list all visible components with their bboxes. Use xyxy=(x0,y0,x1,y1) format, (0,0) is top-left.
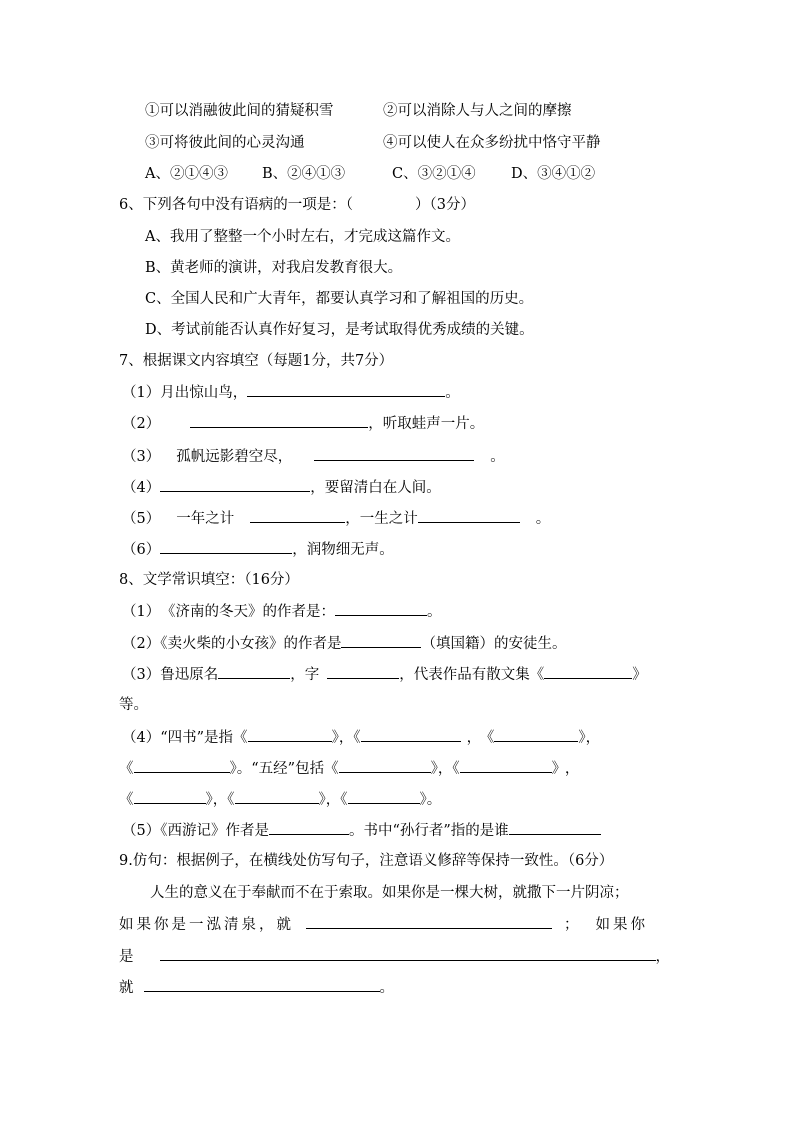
q8-classic-4-open: 《 xyxy=(227,792,235,808)
q8-item-3-text-a: （3）鲁迅原名 xyxy=(122,667,219,683)
q8-item-3 xyxy=(122,664,647,685)
q9-line-2-text-b: 如果你 xyxy=(595,917,648,933)
q8-classic-1-close: 》 xyxy=(430,761,438,777)
q7-item-3 xyxy=(122,446,505,467)
q9-line-4 xyxy=(119,977,394,998)
q7-item-6-blank[interactable] xyxy=(160,539,292,554)
q9-line-3-text: 是 xyxy=(119,949,134,965)
q8-sep-7: ， xyxy=(325,792,341,808)
q8-book-3-close: 》 xyxy=(578,730,586,746)
q8-sep-3: ， xyxy=(585,730,601,746)
q7-item-1-text: （1）月出惊山鸟， xyxy=(122,385,248,401)
q7-stem: 7、根据课文内容填空（每题1分，共7分） xyxy=(119,353,394,369)
q8-book-1-close: 》 xyxy=(331,730,339,746)
q5-option-4: ④可以使人在众多纷扰中恪守平静 xyxy=(383,135,601,151)
q9-blank-1[interactable] xyxy=(306,914,552,929)
q9-line-3 xyxy=(119,946,670,967)
q8-item-5 xyxy=(122,820,601,841)
q5-choice-a: A、②①④③ xyxy=(145,166,228,182)
q8-classic-4-blank[interactable] xyxy=(235,789,319,804)
q9-blank-3[interactable] xyxy=(144,977,380,992)
q5-choice-d: D、③④①② xyxy=(511,166,596,182)
q8-item-4-period: 。 xyxy=(426,792,442,808)
q8-item-4-cont-2 xyxy=(119,789,441,810)
q8-item-2-blank[interactable] xyxy=(341,633,421,648)
q8-item-3-blank-3[interactable] xyxy=(544,664,632,679)
q7-item-4-blank[interactable] xyxy=(160,477,310,492)
q9-line-3-comma: ， xyxy=(655,949,670,965)
q7-item-6-text: ，润物细无声。 xyxy=(292,542,394,558)
q8-book-3-open: 《 xyxy=(487,730,495,746)
q7-item-3-end: 。 xyxy=(490,449,505,465)
q8-item-1-num: （1） xyxy=(122,604,161,620)
q7-item-2 xyxy=(122,413,484,434)
q8-classic-2-blank[interactable] xyxy=(460,758,552,773)
q5-choice-b: B、②④①③ xyxy=(262,166,346,182)
q8-book-3-blank[interactable] xyxy=(494,727,578,742)
q6-stem xyxy=(119,195,475,215)
q5-choice-c: C、③②①④ xyxy=(392,166,476,182)
q8-item-1-blank[interactable] xyxy=(335,601,427,616)
q7-item-5-blank-2[interactable] xyxy=(418,508,520,523)
q9-line-2-semicolon: ； xyxy=(564,917,582,933)
q7-item-4 xyxy=(122,477,441,498)
q8-book-1-blank[interactable] xyxy=(248,727,332,742)
q7-item-5-end: 。 xyxy=(535,511,551,527)
q8-item-3-blank-1[interactable] xyxy=(218,664,290,679)
q7-item-5-text-a: 一年之计 xyxy=(176,511,235,527)
q8-item-3-text-c: ，代表作品有散文集《 xyxy=(399,667,545,683)
q6-option-d: D、考试前能否认真作好复习，是考试取得优秀成绩的关键。 xyxy=(145,322,534,338)
q5-option-3: ③可将彼此间的心灵沟通 xyxy=(145,135,305,151)
q7-item-4-text: ，要留清白在人间。 xyxy=(310,480,441,496)
q8-item-1 xyxy=(122,601,441,622)
q7-item-2-blank[interactable] xyxy=(190,413,368,428)
q8-sep-4: ， xyxy=(437,761,453,777)
q5-option-1: ①可以消融彼此间的猜疑积雪 xyxy=(145,103,334,119)
q8-item-1-text: 《济南的冬天》的作者是： xyxy=(168,604,335,620)
q8-item-3-blank-2[interactable] xyxy=(327,664,399,679)
q9-line-4-period: 。 xyxy=(379,980,394,996)
q7-item-2-text: ，听取蛙声一片。 xyxy=(368,416,485,432)
q7-item-3-text: 孤帆远影碧空尽， xyxy=(176,449,293,465)
q6-stem-start: 6、下列各句中没有语病的一项是：（ xyxy=(119,197,353,213)
q7-item-3-blank[interactable] xyxy=(314,446,474,461)
q8-book-4-open: 《 xyxy=(119,761,134,777)
q8-classic-2-close: 》 xyxy=(551,761,559,777)
q8-item-4 xyxy=(122,727,600,748)
q8-item-5-text-b: 。书中“孙行者”指的是谁 xyxy=(348,823,509,839)
q8-classic-3-open: 《 xyxy=(119,792,134,808)
q9-line-4-text: 就 xyxy=(119,980,134,996)
q8-classic-3-blank[interactable] xyxy=(134,789,206,804)
q7-item-5-text-b: ，一生之计 xyxy=(345,511,418,527)
q6-option-b: B、黄老师的演讲，对我启发教育很大。 xyxy=(145,260,403,276)
q8-item-3-text-b: ，字 xyxy=(290,667,320,683)
q8-classic-1-blank[interactable] xyxy=(339,758,431,773)
q8-classic-5-close: 》 xyxy=(419,792,427,808)
q7-item-2-num: （2） xyxy=(122,416,161,432)
q8-classic-5-blank[interactable] xyxy=(348,789,420,804)
q8-classic-4-close: 》 xyxy=(318,792,326,808)
q6-option-a: A、我用了整整一个小时左右，才完成这篇作文。 xyxy=(145,229,460,245)
q7-item-1-blank[interactable] xyxy=(247,382,445,397)
q7-item-1-end: 。 xyxy=(445,385,460,401)
q5-option-2: ②可以消除人与人之间的摩擦 xyxy=(383,103,572,119)
q8-classic-5-open: 《 xyxy=(340,792,348,808)
q8-book-2-open: 《 xyxy=(353,730,361,746)
q7-item-5 xyxy=(122,508,550,529)
q8-sep-6: ， xyxy=(212,792,228,808)
q8-classic-3-close: 》 xyxy=(205,792,213,808)
q8-stem: 8、文学常识填空：（16分） xyxy=(119,572,299,588)
q6-stem-end: ）（3分） xyxy=(414,197,475,213)
q8-sep-1: ， xyxy=(338,730,354,746)
q8-item-2-end: （填国籍）的安徒生。 xyxy=(421,636,567,652)
q6-option-c: C、全国人民和广大青年，都要认真学习和了解祖国的历史。 xyxy=(145,291,534,307)
q8-item-3-cont: 等。 xyxy=(119,697,148,713)
q7-item-6-num: （6） xyxy=(122,542,161,558)
q7-item-4-num: （4） xyxy=(122,480,161,496)
q7-item-6 xyxy=(122,539,394,560)
q9-line-2 xyxy=(119,914,648,935)
q7-item-3-num: （3） xyxy=(122,449,161,465)
q8-item-1-end: 。 xyxy=(426,604,442,620)
q8-book-4-blank[interactable] xyxy=(134,758,230,773)
q7-item-5-num: （5） xyxy=(122,511,161,527)
q7-item-1 xyxy=(122,382,460,403)
q8-item-5-blank-2[interactable] xyxy=(509,820,601,835)
q8-item-5-blank-1[interactable] xyxy=(269,820,349,835)
q8-sep-5: ， xyxy=(564,761,580,777)
q8-item-5-text-a: （5）《西游记》作者是 xyxy=(122,823,269,839)
q8-item-2-text: （2）《卖火柴的小女孩》的作者是 xyxy=(122,636,342,652)
q9-blank-2[interactable] xyxy=(160,946,656,961)
q8-item-4-text: （4）“四书”是指《 xyxy=(122,730,248,746)
q8-item-4-cont xyxy=(119,758,579,779)
q8-sep-2: ， xyxy=(466,730,482,746)
q8-book-2-blank[interactable] xyxy=(361,727,461,742)
q9-stem: 9.仿句：根据例子，在横线处仿写句子，注意语义修辞等保持一致性。（6分） xyxy=(119,853,614,869)
q9-example: 人生的意义在于奉献而不在于索取。如果你是一棵大树，就撒下一片阴凉； xyxy=(150,885,629,901)
q8-item-2 xyxy=(122,633,566,654)
q8-classic-2-open: 《 xyxy=(452,761,460,777)
q8-item-3-close: 》 xyxy=(632,667,647,683)
q7-item-5-blank-1[interactable] xyxy=(250,508,345,523)
q8-five-classics-text: 》。“五经”包括《 xyxy=(229,761,339,777)
q9-line-2-text: 如果你是一泓清泉，就 xyxy=(119,917,294,933)
